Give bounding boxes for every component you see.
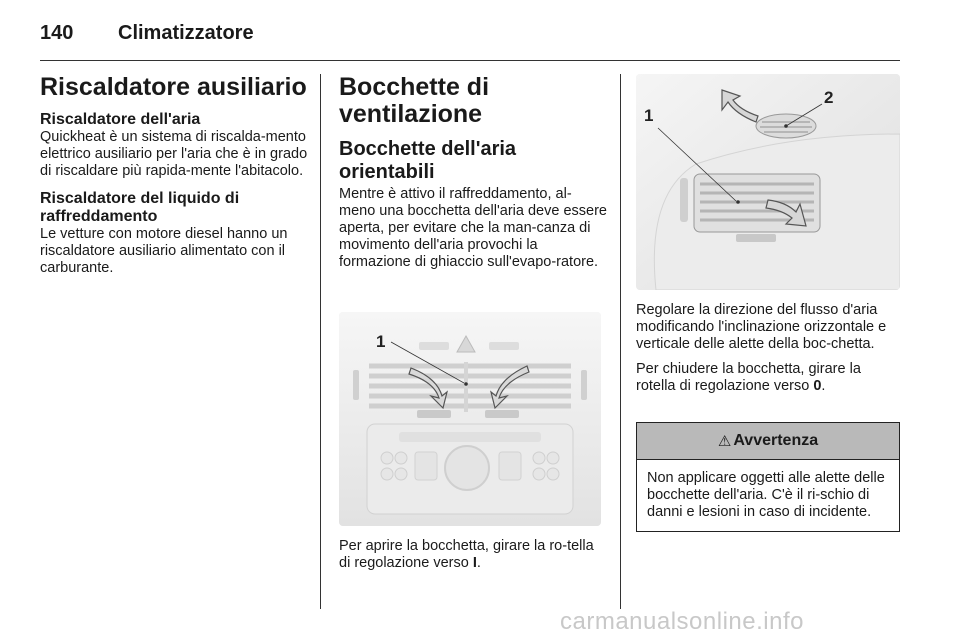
text-regolare-direzione: Regolare la direzione del flusso d'aria modificando l'inclinazione orizzontale e verticale delle alette della boc-chetta. <box>636 302 887 352</box>
heading-bocchette-ventilazione: Bocchette di ventilazione <box>339 73 490 128</box>
warning-text: Non applicare oggetti alle alette delle bocchette dell'aria. C'è il ri-schio di danni e lesioni in caso di incidente. <box>647 470 885 520</box>
column-left <box>40 74 308 285</box>
warning-icon: ⚠ <box>717 433 732 450</box>
figure-label-1: 1 <box>644 106 654 125</box>
text-aprire-bocchetta-suffix: . <box>476 555 481 571</box>
heading-riscaldatore-aria: Riscaldatore dell'aria <box>40 111 201 128</box>
header-rule <box>40 60 900 61</box>
symbol-close: 0 <box>813 378 822 394</box>
column-right <box>636 302 904 403</box>
watermark: carmanualsonline.info <box>560 608 804 635</box>
warning-title: Avvertenza <box>733 432 819 449</box>
warning-header <box>637 423 899 460</box>
page-number: 140 <box>40 22 74 44</box>
heading-bocchette-orientabili: Bocchette dell'aria orientabili <box>339 138 517 183</box>
side-vent-illustration <box>636 74 900 290</box>
text-chiudere-suffix: . <box>821 378 826 394</box>
text-quickheat: Quickheat è un sistema di riscalda-mento elettrico ausiliario per l'aria che è in grado di riscaldare più rapida-mente l'abitacolo. <box>40 129 308 179</box>
column-divider-1 <box>320 74 321 609</box>
figure-label-2: 2 <box>824 88 834 107</box>
figure-label-1: 1 <box>376 332 386 351</box>
symbol-open: I <box>472 555 477 571</box>
heading-riscaldatore-ausiliario: Riscaldatore ausiliario <box>40 73 307 101</box>
warning-box <box>636 422 900 532</box>
text-raffreddamento: Mentre è attivo il raffreddamento, al-meno una bocchetta dell'aria deve essere aperta, per evitare che la man-canza di movimento dell'aria provochi la formazione di ghiaccio sull'evapo-ratore. <box>339 186 607 270</box>
text-chiudere-prefix: Per chiudere la bocchetta, girare la rotella di regolazione verso <box>636 361 861 394</box>
text-aprire-bocchetta <box>339 538 607 572</box>
text-chiudere-bocchetta <box>636 361 904 395</box>
center-vents-illustration <box>339 312 601 526</box>
text-aprire-bocchetta-prefix: Per aprire la bocchetta, girare la ro-tella di regolazione verso <box>339 538 594 571</box>
heading-riscaldatore-liquido: Riscaldatore del liquido di raffreddamento <box>40 190 240 225</box>
column-divider-2 <box>620 74 621 609</box>
column-middle <box>339 74 607 279</box>
text-riscaldatore-diesel: Le vetture con motore diesel hanno un riscaldatore ausiliario alimentato con il carburante. <box>40 226 288 276</box>
section-title: Climatizzatore <box>118 22 254 44</box>
